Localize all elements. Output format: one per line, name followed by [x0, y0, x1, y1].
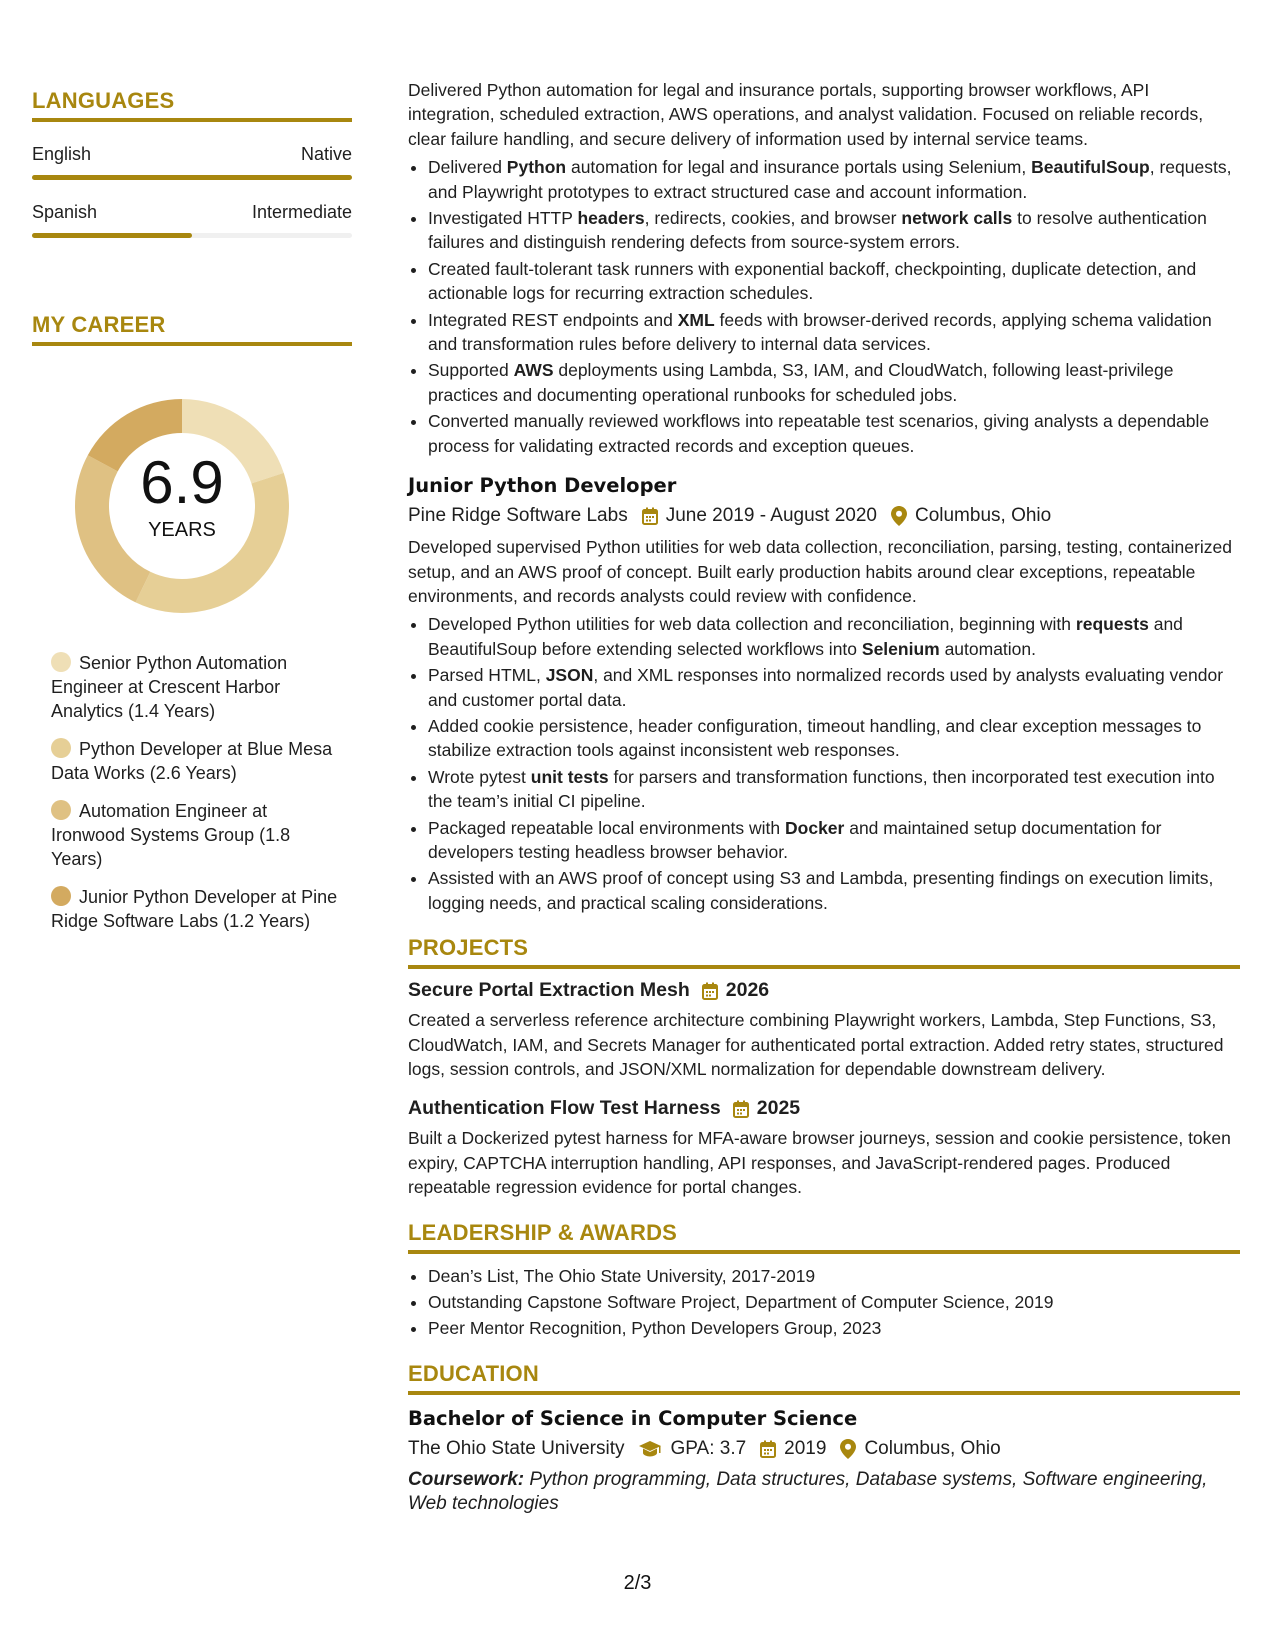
job-company: Pine Ridge Software Labs — [408, 505, 628, 527]
language-proficiency-fill — [32, 175, 352, 180]
bullet-text: automation for legal and insurance portals using Selenium, — [566, 157, 1032, 178]
bullet-keyword: XML — [677, 309, 715, 330]
language-level: Native — [300, 144, 352, 164]
legend-item — [51, 737, 341, 785]
gpa: GPA: 3.7 — [670, 1437, 747, 1459]
bullet-text: automation. — [939, 638, 1037, 659]
project-heading — [408, 979, 1240, 1002]
language-name: Spanish — [32, 202, 98, 222]
education-title: EDUCATION — [408, 1361, 1240, 1395]
bullet-keyword: Selenium — [861, 638, 940, 659]
job-bullets — [408, 612, 1240, 915]
bullet-keyword: requests — [1075, 614, 1149, 635]
legend-item — [51, 651, 341, 723]
career-total-years: 6.9 — [140, 449, 224, 516]
bullet-text: Converted manually reviewed workflows into repeatable test scenarios, giving analysts a dependable process for validating extracted records and exception queues. — [428, 411, 1210, 456]
job-title: Junior Python Developer — [408, 474, 677, 498]
job-bullet — [428, 612, 1240, 661]
bullet-text: , requests, and Playwright prototypes to extract structured case and account information. — [428, 157, 1232, 202]
bullet-text: feeds with browser-derived records, applying schema validation and transformation rules before delivery to internal data services. — [428, 309, 1212, 355]
job-bullets — [408, 155, 1240, 458]
language-item — [32, 144, 352, 180]
job-location: Columbus, Ohio — [914, 505, 1052, 527]
calendar-icon — [760, 1440, 776, 1458]
project-year: 2026 — [725, 979, 770, 1002]
language-proficiency-bar — [32, 175, 352, 180]
legend-label: Automation Engineer at Ironwood Systems Group (1.8 Years) — [51, 801, 291, 869]
bullet-text: Packaged repeatable local environments with — [428, 817, 786, 838]
job-summary: Developed supervised Python utilities for web data collection, reconciliation, parsing, testing, containerized setup, and an AWS proof of concept. Built early production habits around clear exceptions, repeatable environments, and records analysts could review with confidence. — [408, 537, 1232, 606]
legend-swatch — [51, 800, 71, 820]
calendar-icon — [642, 507, 658, 525]
career-total-unit: YEARS — [148, 519, 216, 541]
bullet-keyword: JSON — [545, 665, 594, 686]
bullet-keyword: headers — [577, 208, 645, 229]
legend-label: Python Developer at Blue Mesa Data Works (2.6 Years) — [51, 739, 333, 783]
page-number: 2/3 — [623, 1572, 652, 1594]
bullet-text: and BeautifulSoup before extending selected workflows into — [428, 614, 1183, 659]
career-title: MY CAREER — [32, 312, 352, 346]
legend-swatch — [51, 652, 71, 672]
job-bullet — [428, 155, 1240, 204]
job-bullet — [428, 714, 1240, 763]
bullet-keyword: network calls — [901, 208, 1013, 229]
career-donut-chart — [67, 391, 297, 621]
legend-item — [51, 799, 341, 871]
bullet-text: Added cookie persistence, header configuration, timeout handling, and clear exception messages to stabilize extraction tools against inconsistent web responses. — [428, 715, 1202, 761]
school-name: The Ohio State University — [408, 1437, 625, 1459]
coursework-list: Python programming, Data structures, Database systems, Software engineering, Web technologies — [408, 1468, 1208, 1514]
job-bullet — [428, 816, 1240, 865]
legend-swatch — [51, 886, 71, 906]
job-dates: June 2019 - August 2020 — [665, 505, 877, 527]
job-bullet — [428, 206, 1240, 255]
calendar-icon — [702, 982, 718, 1000]
job-summary: Delivered Python automation for legal and insurance portals, supporting browser workflows, API integration, scheduled extraction, AWS operations, and analyst validation. Focused on reliable records, clear failure handling, and secure delivery of information used by internal service teams. — [408, 80, 1204, 149]
bullet-text: Developed Python utilities for web data collection and reconciliation, beginning with — [428, 614, 1076, 635]
bullet-text: Assisted with an AWS proof of concept using S3 and Lambda, presenting findings on execution limits, logging needs, and practical scaling considerations. — [428, 868, 1214, 913]
bullet-text: , redirects, cookies, and browser — [644, 208, 902, 229]
job-bullet — [428, 409, 1240, 458]
bullet-text: Integrated REST endpoints and — [428, 309, 678, 330]
language-proficiency-bar — [32, 233, 352, 238]
degree-title: Bachelor of Science in Computer Science — [408, 1406, 858, 1430]
bullet-text: Created fault-tolerant task runners with exponential backoff, checkpointing, duplicate detection, and actionable logs for recurring extraction schedules. — [428, 258, 1197, 304]
project-name: Secure Portal Extraction Mesh — [408, 979, 690, 1002]
job-meta — [408, 505, 1240, 527]
education-meta — [408, 1438, 1240, 1460]
sidebar — [32, 88, 352, 947]
project-heading — [408, 1097, 1240, 1120]
location-pin-icon — [891, 506, 907, 526]
language-level: Intermediate — [251, 202, 352, 222]
job-bullet — [428, 663, 1240, 712]
legend-label: Senior Python Automation Engineer at Crescent Harbor Analytics (1.4 Years) — [51, 653, 288, 721]
main-content — [408, 78, 1240, 1516]
bullet-text: and maintained setup documentation for developers testing headless browser behavior. — [428, 817, 1162, 862]
project-year: 2025 — [756, 1097, 801, 1120]
bullet-text: Investigated HTTP — [428, 208, 578, 229]
language-item — [32, 202, 352, 238]
bullet-text: Parsed HTML, — [428, 665, 546, 686]
language-proficiency-fill — [32, 233, 192, 238]
bullet-keyword: Python — [506, 157, 567, 178]
graduation-year: 2019 — [784, 1437, 827, 1459]
project-description: Created a serverless reference architecture combining Playwright workers, Lambda, Step Functions, S3, CloudWatch, IAM, and Secrets Manager for authenticated portal extraction. Added retry states, structured logs, session controls, and JSON/XML normalization for dependable downstream delivery. — [408, 1010, 1224, 1079]
bullet-text: to resolve authentication failures and distinguish rendering defects from source-system errors. — [428, 208, 1207, 253]
legend-item — [51, 885, 341, 933]
leadership-title: LEADERSHIP & AWARDS — [408, 1220, 1240, 1254]
legend-swatch — [51, 738, 71, 758]
graduation-cap-icon — [638, 1440, 662, 1458]
bullet-keyword: Docker — [785, 817, 845, 838]
bullet-keyword: AWS — [513, 360, 554, 381]
projects-title: PROJECTS — [408, 935, 1240, 969]
bullet-keyword: unit tests — [530, 766, 609, 787]
career-legend — [32, 651, 341, 933]
language-name: English — [32, 144, 92, 164]
legend-label: Junior Python Developer at Pine Ridge Software Labs (1.2 Years) — [51, 887, 338, 931]
school-location: Columbus, Ohio — [864, 1437, 1001, 1459]
bullet-text: for parsers and transformation functions, then incorporated test execution into the team’s initial CI pipeline. — [428, 766, 1215, 812]
job-bullet — [428, 358, 1240, 407]
award-item: • Peer Mentor Recognition, Python Developers Group, 2023 — [428, 1316, 1240, 1340]
bullet-text: , and XML responses into normalized records used by analysts evaluating vendor and customer portal data. — [428, 665, 1224, 710]
location-pin-icon — [840, 1439, 856, 1459]
calendar-icon — [733, 1100, 749, 1118]
award-item: • Dean’s List, The Ohio State University, 2017-2019 — [428, 1264, 1240, 1288]
bullet-text: Delivered — [428, 157, 507, 178]
job-bullet — [428, 765, 1240, 814]
award-item: • Outstanding Capstone Software Project, Department of Computer Science, 2019 — [428, 1290, 1240, 1314]
bullet-text: Supported — [428, 360, 514, 381]
leadership-list — [408, 1264, 1240, 1341]
job-bullet — [428, 866, 1240, 915]
job-bullet — [428, 308, 1240, 357]
bullet-text: Wrote pytest — [428, 766, 531, 787]
coursework-label: Coursework: — [408, 1468, 525, 1490]
job-bullet — [428, 257, 1240, 306]
project-description: Built a Dockerized pytest harness for MFA-aware browser journeys, session and cookie persistence, token expiry, CAPTCHA interruption handling, API responses, and JavaScript-rendered pages. Produced repeatable regression evidence for portal changes. — [408, 1128, 1231, 1198]
project-name: Authentication Flow Test Harness — [408, 1097, 721, 1120]
coursework — [408, 1468, 1240, 1516]
bullet-text: deployments using Lambda, S3, IAM, and CloudWatch, following least-privilege practices and documenting operational runbooks for scheduled jobs. — [428, 360, 1174, 405]
bullet-keyword: BeautifulSoup — [1031, 157, 1150, 178]
languages-title: LANGUAGES — [32, 88, 352, 122]
